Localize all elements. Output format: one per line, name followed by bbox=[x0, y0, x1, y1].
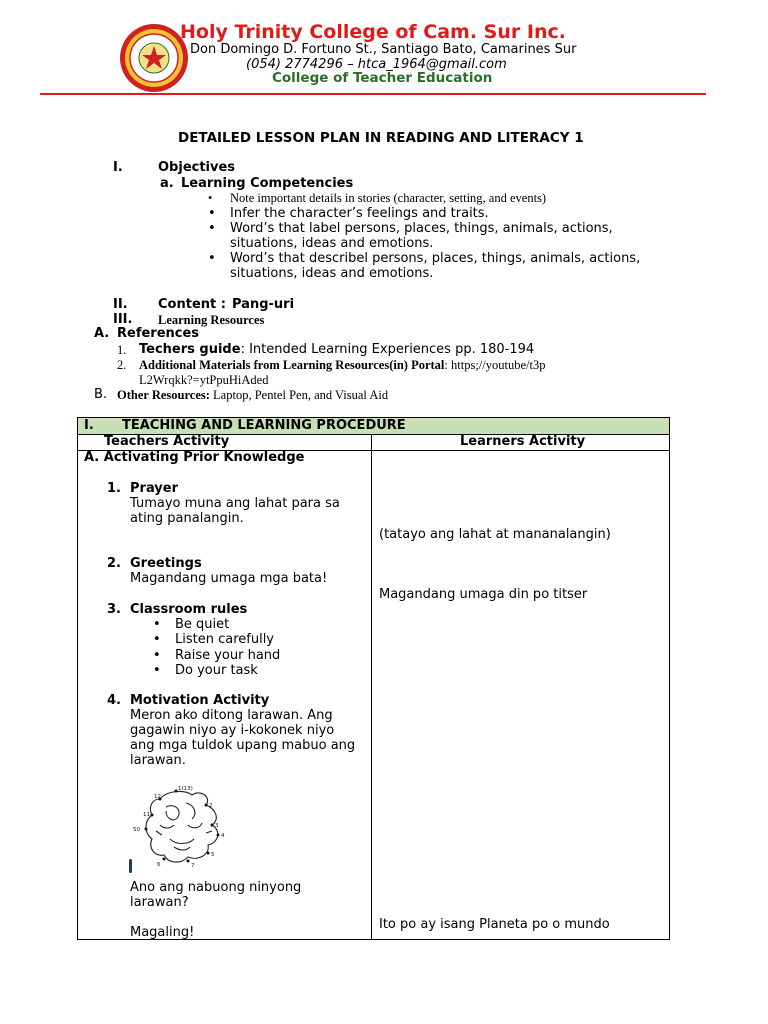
dot-number: 3 bbox=[215, 823, 219, 829]
competency-item: • Word’s that label persons, places, things, animals, actions, bbox=[230, 221, 613, 236]
greetings-title: Greetings bbox=[130, 556, 202, 571]
reference-item bbox=[139, 342, 534, 357]
procedure-numeral: I. bbox=[84, 418, 94, 433]
reference-label: Techers guide bbox=[139, 342, 241, 357]
rule-item: • Be quiet bbox=[175, 617, 229, 632]
dot-number: 4 bbox=[221, 833, 225, 839]
prayer-title: Prayer bbox=[130, 481, 179, 496]
motivation-title: Motivation Activity bbox=[130, 693, 270, 708]
prayer-text: ating panalangin. bbox=[130, 511, 244, 526]
rule-item: • Raise your hand bbox=[175, 648, 280, 663]
praise-text: Magaling! bbox=[130, 925, 195, 940]
dot-number: 6 bbox=[157, 862, 161, 868]
school-contact: (054) 2774296 – htca_1964@gmail.com bbox=[246, 57, 507, 72]
competency-item-cont: situations, ideas and emotions. bbox=[230, 236, 434, 251]
dot-number: 12 bbox=[154, 794, 161, 800]
reference-num: 1. bbox=[117, 343, 127, 357]
rules-num: 3. bbox=[107, 602, 121, 617]
motivation-text: gagawin niyo ay i-kokonek niyo bbox=[130, 723, 335, 738]
procedure-header-row bbox=[78, 418, 669, 435]
references-label: References bbox=[117, 326, 200, 341]
objectives-numeral: I. bbox=[113, 160, 123, 175]
section-a-heading: A. Activating Prior Knowledge bbox=[84, 450, 305, 465]
motivation-num: 4. bbox=[107, 693, 121, 708]
learner-column-header: Learners Activity bbox=[460, 434, 586, 449]
other-resources-label: Other Resources: bbox=[117, 388, 210, 402]
resources-label: Learning Resources bbox=[158, 313, 265, 327]
reference-url-cont: L2Wrqkk?=ytPpuHiAded bbox=[139, 373, 269, 387]
motivation-text: Meron ako ditong larawan. Ang bbox=[130, 708, 333, 723]
dot-number: 5 bbox=[211, 852, 215, 858]
content-value: Pang-uri bbox=[232, 297, 295, 312]
greetings-num: 2. bbox=[107, 556, 121, 571]
other-resources bbox=[117, 388, 388, 403]
prayer-text: Tumayo muna ang lahat para sa bbox=[130, 496, 340, 511]
prayer-num: 1. bbox=[107, 481, 121, 496]
reference-text: : Intended Learning Experiences pp. 180-194 bbox=[240, 342, 535, 357]
references-marker: A. bbox=[94, 326, 110, 341]
greetings-response: Magandang umaga din po titser bbox=[379, 587, 588, 602]
column-header-row bbox=[78, 434, 669, 451]
content-numeral: II. bbox=[113, 297, 128, 312]
header-divider bbox=[40, 93, 706, 95]
dot-number: 7 bbox=[191, 863, 195, 869]
reference-item bbox=[139, 358, 545, 373]
reference-label: Additional Materials from Learning Resources(in) Portal bbox=[139, 358, 445, 372]
question-text: larawan? bbox=[130, 895, 189, 910]
procedure-table bbox=[77, 417, 670, 940]
question-text: Ano ang nabuong ninyong bbox=[130, 880, 302, 895]
rules-title: Classroom rules bbox=[130, 602, 248, 617]
dot-number: 50 bbox=[133, 827, 140, 833]
reference-text: : https;//youtube/t3p bbox=[444, 358, 546, 372]
competency-item: • Word’s that describel persons, places, things, animals, actions, bbox=[230, 251, 640, 266]
rule-item: • Do your task bbox=[175, 663, 258, 678]
procedure-heading: TEACHING AND LEARNING PROCEDURE bbox=[122, 418, 406, 433]
school-address: Don Domingo D. Fortuno St., Santiago Bato, Camarines Sur bbox=[190, 42, 577, 57]
reference-num: 2. bbox=[117, 358, 127, 372]
dot-number: 2 bbox=[209, 803, 213, 809]
competency-item-cont: situations, ideas and emotions. bbox=[230, 266, 434, 281]
other-resources-marker: B. bbox=[94, 387, 108, 402]
objectives-heading: Objectives bbox=[158, 160, 236, 175]
competencies-heading: Learning Competencies bbox=[181, 176, 354, 191]
competency-item: • Note important details in stories (character, setting, and events) bbox=[230, 191, 546, 206]
content-label: Content : bbox=[158, 297, 226, 312]
school-name: Holy Trinity College of Cam. Sur Inc. bbox=[180, 21, 566, 43]
greetings-text: Magandang umaga mga bata! bbox=[130, 571, 328, 586]
competency-item: • Infer the character’s feelings and traits. bbox=[230, 206, 489, 221]
prayer-response: (tatayo ang lahat at mananalangin) bbox=[379, 527, 611, 542]
resources-numeral: III. bbox=[113, 312, 133, 327]
college-name: College of Teacher Education bbox=[272, 70, 493, 86]
motivation-text: larawan. bbox=[130, 753, 186, 768]
competencies-marker: a. bbox=[160, 176, 174, 191]
image-edge-mark bbox=[129, 859, 132, 873]
teacher-column-header: Teachers Activity bbox=[104, 434, 230, 449]
question-response: Ito po ay isang Planeta po o mundo bbox=[379, 917, 610, 932]
dot-to-dot-globe-image bbox=[130, 785, 240, 871]
document-title: DETAILED LESSON PLAN IN READING AND LITERACY 1 bbox=[178, 130, 584, 146]
dot-number: 11 bbox=[143, 812, 150, 818]
rule-item: • Listen carefully bbox=[175, 632, 274, 647]
other-resources-text: Laptop, Pentel Pen, and Visual Aid bbox=[213, 388, 389, 402]
column-divider bbox=[371, 434, 372, 939]
dot-number: 1(13) bbox=[178, 786, 193, 792]
motivation-text: ang mga tuldok upang mabuo ang bbox=[130, 738, 356, 753]
